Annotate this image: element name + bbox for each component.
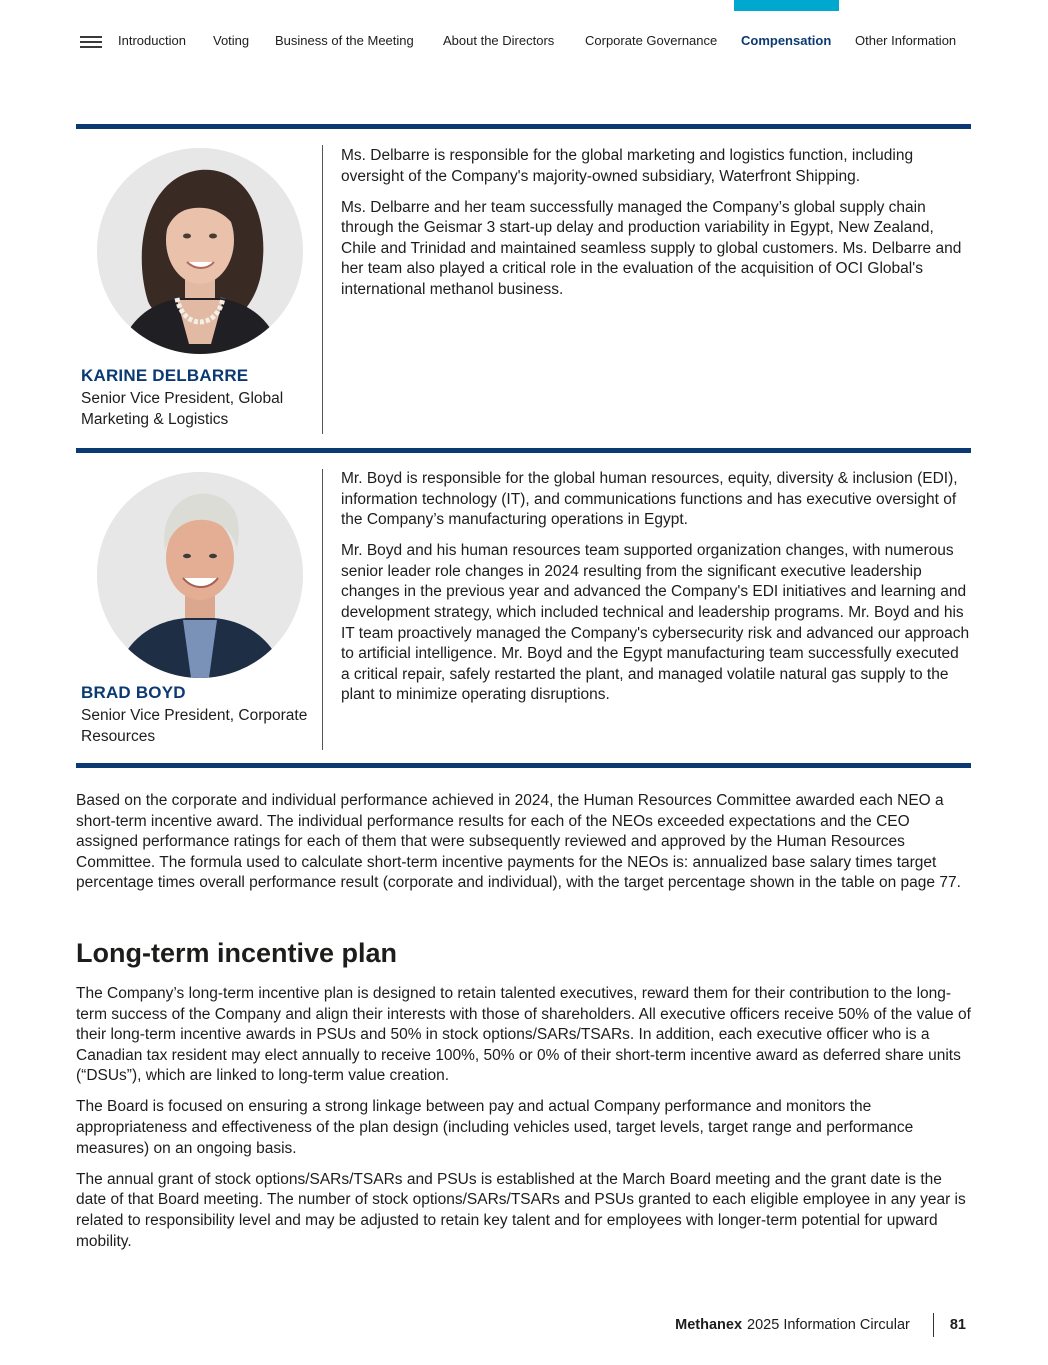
nav-item-introduction[interactable]: Introduction bbox=[118, 33, 186, 48]
exec-photo-brad-boyd bbox=[97, 472, 303, 678]
nav-item-business-of-the-meeting[interactable]: Business of the Meeting bbox=[275, 33, 414, 48]
portrait-man-icon bbox=[97, 472, 303, 678]
page-footer bbox=[675, 1313, 966, 1337]
column-divider bbox=[322, 469, 323, 750]
bio-paragraph: Mr. Boyd is responsible for the global human resources, equity, diversity & inclusion (EDI), information technology (IT), and communications functions and has executive oversight of the Company’s manufacturing operations in Egypt. bbox=[341, 470, 958, 529]
footer-document-title: 2025 Information Circular bbox=[747, 1317, 910, 1333]
section-heading: Long-term incentive plan bbox=[76, 938, 398, 968]
body-paragraph: The annual grant of stock options/SARs/TSARs and PSUs is established at the March Board meeting and the grant date is the date of that Board meeting. The number of stock options/SARs/TSARs and PSUs granted to each eligible employee in any year is related to responsibility level and may be adjusted to retain key talent and for employees with longer-term potential for upward mobility. bbox=[76, 1170, 966, 1250]
nav-item-about-the-directors[interactable]: About the Directors bbox=[443, 33, 555, 48]
footer-divider bbox=[933, 1313, 934, 1337]
exec-bio bbox=[341, 146, 971, 311]
section-rule bbox=[76, 763, 971, 768]
nav-item-other-information[interactable]: Other Information bbox=[855, 33, 957, 48]
section-rule bbox=[76, 124, 971, 129]
page-number: 81 bbox=[949, 1317, 966, 1333]
exec-photo-karine-delbarre bbox=[97, 148, 303, 354]
active-section-accent bbox=[734, 0, 839, 11]
exec-name: KARINE DELBARRE bbox=[81, 366, 249, 385]
body-paragraph: Based on the corporate and individual performance achieved in 2024, the Human Resources Committee awarded each NEO a short-term incentive award. The individual performance results for each of the NEOs exceeded expectations and the CEO assigned performance ratings for each of them that were subsequently reviewed and approved by the Human Resources Committee. The formula used to calculate short-term incentive payments for the NEOs is: annualized base salary times target percentage times overall performance result (corporate and individual), with the target percentage shown in the table on page 77. bbox=[76, 792, 961, 892]
exec-bio bbox=[341, 469, 971, 717]
portrait-woman-icon bbox=[97, 148, 303, 354]
bio-paragraph: Mr. Boyd and his human resources team supported organization changes, with numerous senior leader role changes in 2024 resulting from the significant executive leadership changes in the previous year and advanced the Company's EDI initiatives and learning and development strategy, which included technical and leadership programs. Mr. Boyd and his IT team proactively managed the Company's cybersecurity risk and advanced our approach to artificial intelligence. Mr. Boyd and the Egypt manufacturing team successfully executed a critical repair, safely restarted the plant, and managed volatile natural gas supply to the plant to minimize operating disruptions. bbox=[341, 542, 970, 704]
body-paragraph: The Company’s long-term incentive plan is designed to retain talented executives, reward them for their contribution to the long-term success of the Company and align their interests with those of shareholders. All executive officers receive 50% of the value of their long-term incentive awards in PSUs and 50% in stock options/SARs/TSARs. In addition, each executive officer who is a Canadian tax resident may elect annually to receive 100%, 50% or 0% of their short-term incentive award as deferred share units (“DSUs”), which are linked to long-term value creation. bbox=[76, 985, 971, 1085]
body-paragraph: The Board is focused on ensuring a strong linkage between pay and actual Company performance and monitors the appropriateness and effectiveness of the plan design (including vehicles used, target levels, target range and performance measures) on an ongoing basis. bbox=[76, 1098, 914, 1157]
nav-item-voting[interactable]: Voting bbox=[213, 33, 250, 48]
hamburger-menu-icon[interactable] bbox=[80, 36, 102, 50]
ltip-text bbox=[76, 984, 971, 1263]
top-navigation bbox=[80, 30, 980, 54]
section-rule bbox=[76, 448, 971, 453]
exec-title: Senior Vice President, Global Marketing & Logistics bbox=[81, 390, 284, 428]
nav-item-corporate-governance[interactable]: Corporate Governance bbox=[585, 33, 718, 48]
exec-title: Senior Vice President, Corporate Resources bbox=[81, 707, 308, 745]
bio-paragraph: Ms. Delbarre is responsible for the global marketing and logistics function, including oversight of the Company's majority-owned subsidiary, Waterfront Shipping. bbox=[341, 147, 914, 185]
exec-name: BRAD BOYD bbox=[81, 683, 186, 702]
column-divider bbox=[322, 145, 323, 434]
bio-paragraph: Ms. Delbarre and her team successfully managed the Company’s global supply chain through the Geismar 3 start-up delay and production variability in Egypt, New Zealand, Chile and Trinidad and maintained seamless supply to global customers. Ms. Delbarre and her team also played a critical role in the evaluation of the acquisition of OCI Global's international methanol business. bbox=[341, 198, 962, 299]
sti-text bbox=[76, 791, 971, 904]
footer-brand: Methanex bbox=[675, 1317, 743, 1333]
nav-item-compensation[interactable]: Compensation bbox=[741, 33, 832, 48]
